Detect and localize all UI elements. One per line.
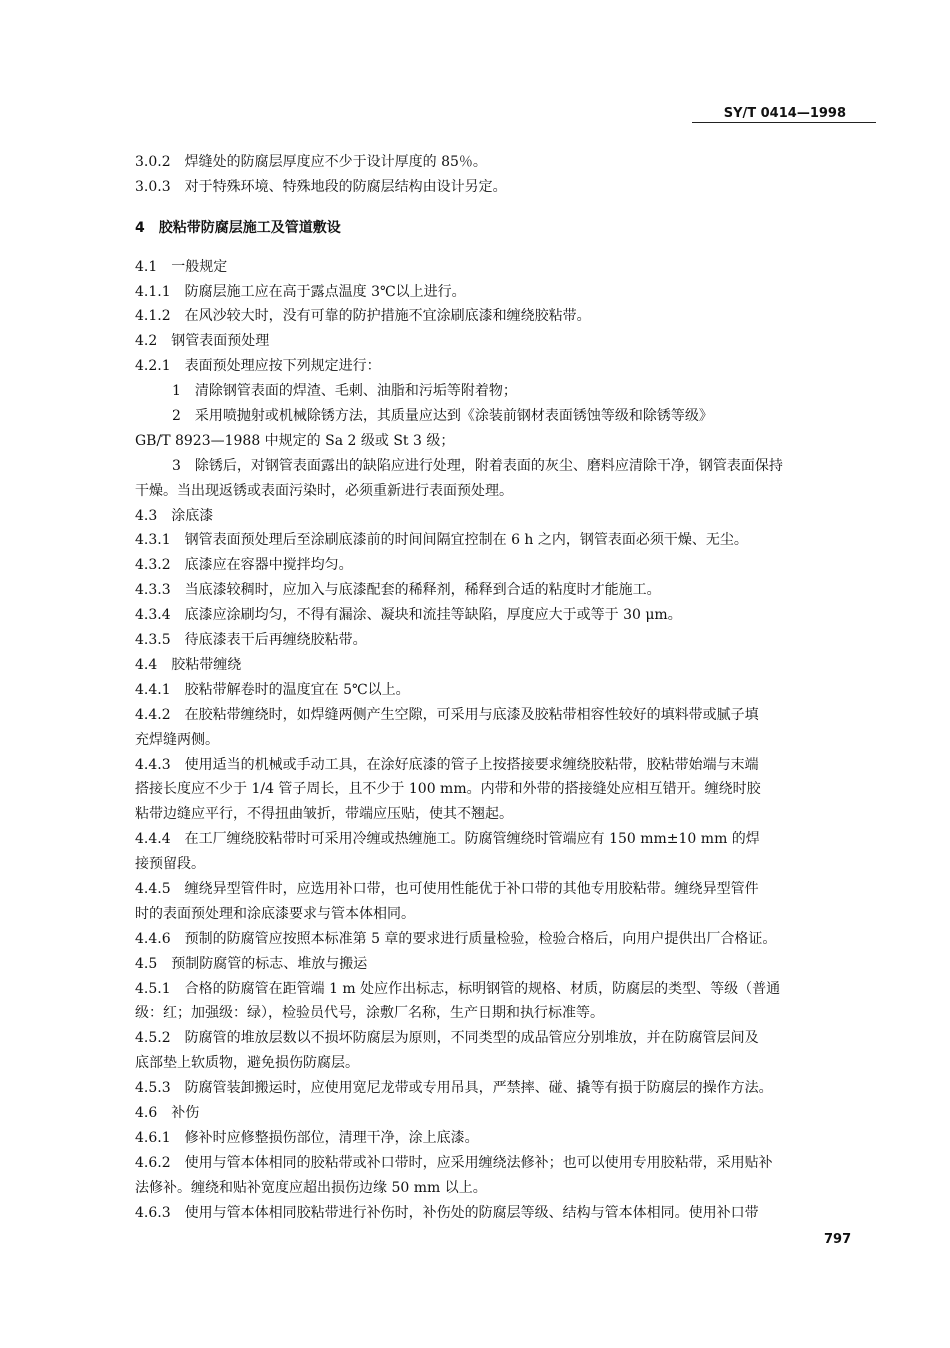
clause-4-4-4-cont: 接预留段。	[135, 856, 205, 872]
section-4-heading: 4 胶粘带防腐层施工及管道敷设	[135, 220, 341, 236]
section-4-2-heading: 4.2 钢管表面预处理	[135, 333, 270, 349]
clause-4-4-5-cont: 时的表面预处理和涂底漆要求与管本体相同。	[135, 906, 415, 922]
clause-4-5-1-cont: 级：红；加强级：绿），检验员代号，涂敷厂名称，生产日期和执行标准等。	[135, 1005, 604, 1021]
clause-4-6-1: 4.6.1 修补时应修整损伤部位，清理干净，涂上底漆。	[135, 1130, 479, 1146]
clause-4-4-4: 4.4.4 在工厂缠绕胶粘带时可采用冷缠或热缠施工。防腐管缠绕时管端应有 150 mm±10 mm 的焊	[135, 831, 760, 847]
clause-4-4-3-cont-2: 粘带边缝应平行，不得扭曲皱折，带端应压贴，使其不翘起。	[135, 806, 513, 822]
list-item-3-cont: 干燥。当出现返锈或表面污染时，必须重新进行表面预处理。	[135, 483, 513, 499]
clause-4-5-3: 4.5.3 防腐管装卸搬运时，应使用宽尼龙带或专用吊具，严禁摔、碰、撬等有损于防腐层的操作方法。	[135, 1080, 773, 1096]
section-4-5-heading: 4.5 预制防腐管的标志、堆放与搬运	[135, 956, 368, 972]
clause-4-4-2: 4.4.2 在胶粘带缠绕时，如焊缝两侧产生空隙，可采用与底漆及胶粘带相容性较好的填料带或腻子填	[135, 707, 759, 723]
clause-4-1-2: 4.1.2 在风沙较大时，没有可靠的防护措施不宜涂刷底漆和缠绕胶粘带。	[135, 308, 591, 324]
clause-4-3-2: 4.3.2 底漆应在容器中搅拌均匀。	[135, 557, 353, 573]
clause-4-3-5: 4.3.5 待底漆表干后再缠绕胶粘带。	[135, 632, 367, 648]
section-4-1-heading: 4.1 一般规定	[135, 259, 228, 275]
clause-4-4-3-cont-1: 搭接长度应不少于 1/4 管子周长，且不少于 100 mm。内带和外带的搭接缝处应相互错开。缠绕时胶	[135, 781, 761, 797]
clause-4-4-1: 4.4.1 胶粘带解卷时的温度宜在 5℃以上。	[135, 682, 410, 698]
clause-4-6-2-cont: 法修补。缠绕和贴补宽度应超出损伤边缘 50 mm 以上。	[135, 1180, 487, 1196]
list-item-2-cont: GB/T 8923—1988 中规定的 Sa 2 级或 St 3 级；	[135, 433, 455, 449]
clause-4-3-1: 4.3.1 钢管表面预处理后至涂刷底漆前的时间间隔宜控制在 6 h 之内，钢管表面必须干燥、无尘。	[135, 532, 748, 548]
clause-4-6-3: 4.6.3 使用与管本体相同胶粘带进行补伤时，补伤处的防腐层等级、结构与管本体相同。使用补口带	[135, 1205, 759, 1221]
clause-4-3-3: 4.3.3 当底漆较稠时，应加入与底漆配套的稀释剂，稀释到合适的粘度时才能施工。	[135, 582, 661, 598]
clause-4-4-6: 4.4.6 预制的防腐管应按照本标准第 5 章的要求进行质量检验，检验合格后，向用户提供出厂合格证。	[135, 931, 777, 947]
section-4-4-heading: 4.4 胶粘带缠绕	[135, 657, 242, 673]
clause-4-3-4: 4.3.4 底漆应涂刷均匀，不得有漏涂、凝块和流挂等缺陷，厚度应大于或等于 30 μm。	[135, 607, 682, 623]
clause-4-5-2-cont: 底部垫上软质物，避免损伤防腐层。	[135, 1055, 359, 1071]
standard-code-header: SY/T 0414—1998	[692, 106, 876, 123]
page-number: 797	[824, 1232, 852, 1247]
clause-4-5-1: 4.5.1 合格的防腐管在距管端 1 m 处应作出标志，标明钢管的规格、材质，防腐层的类型、等级（普通	[135, 981, 781, 997]
list-item-1: 1 清除钢管表面的焊渣、毛刺、油脂和污垢等附着物；	[172, 383, 517, 399]
section-4-6-heading: 4.6 补伤	[135, 1105, 200, 1121]
clause-4-4-3: 4.4.3 使用适当的机械或手动工具，在涂好底漆的管子上按搭接要求缠绕胶粘带，胶粘带始端与末端	[135, 757, 759, 773]
section-4-3-heading: 4.3 涂底漆	[135, 508, 214, 524]
clause-4-4-5: 4.4.5 缠绕异型管件时，应选用补口带，也可使用性能优于补口带的其他专用胶粘带。缠绕异型管件	[135, 881, 759, 897]
clause-3-0-2: 3.0.2 焊缝处的防腐层厚度应不少于设计厚度的 85％。	[135, 154, 487, 170]
clause-4-1-1: 4.1.1 防腐层施工应在高于露点温度 3℃以上进行。	[135, 284, 466, 300]
clause-4-4-2-cont: 充焊缝两侧。	[135, 732, 219, 748]
clause-4-2-1: 4.2.1 表面预处理应按下列规定进行：	[135, 358, 381, 374]
clause-4-5-2: 4.5.2 防腐管的堆放层数以不损坏防腐层为原则，不同类型的成品管应分别堆放，并在防腐管层间及	[135, 1030, 759, 1046]
clause-3-0-3: 3.0.3 对于特殊环境、特殊地段的防腐层结构由设计另定。	[135, 179, 507, 195]
clause-4-6-2: 4.6.2 使用与管本体相同的胶粘带或补口带时，应采用缠绕法修补；也可以使用专用胶粘带，采用贴补	[135, 1155, 773, 1171]
list-item-2: 2 采用喷抛射或机械除锈方法，其质量应达到《涂装前钢材表面锈蚀等级和除锈等级》	[172, 408, 713, 424]
list-item-3: 3 除锈后，对钢管表面露出的缺陷应进行处理，附着表面的灰尘、磨料应清除干净，钢管表面保持	[172, 458, 783, 474]
